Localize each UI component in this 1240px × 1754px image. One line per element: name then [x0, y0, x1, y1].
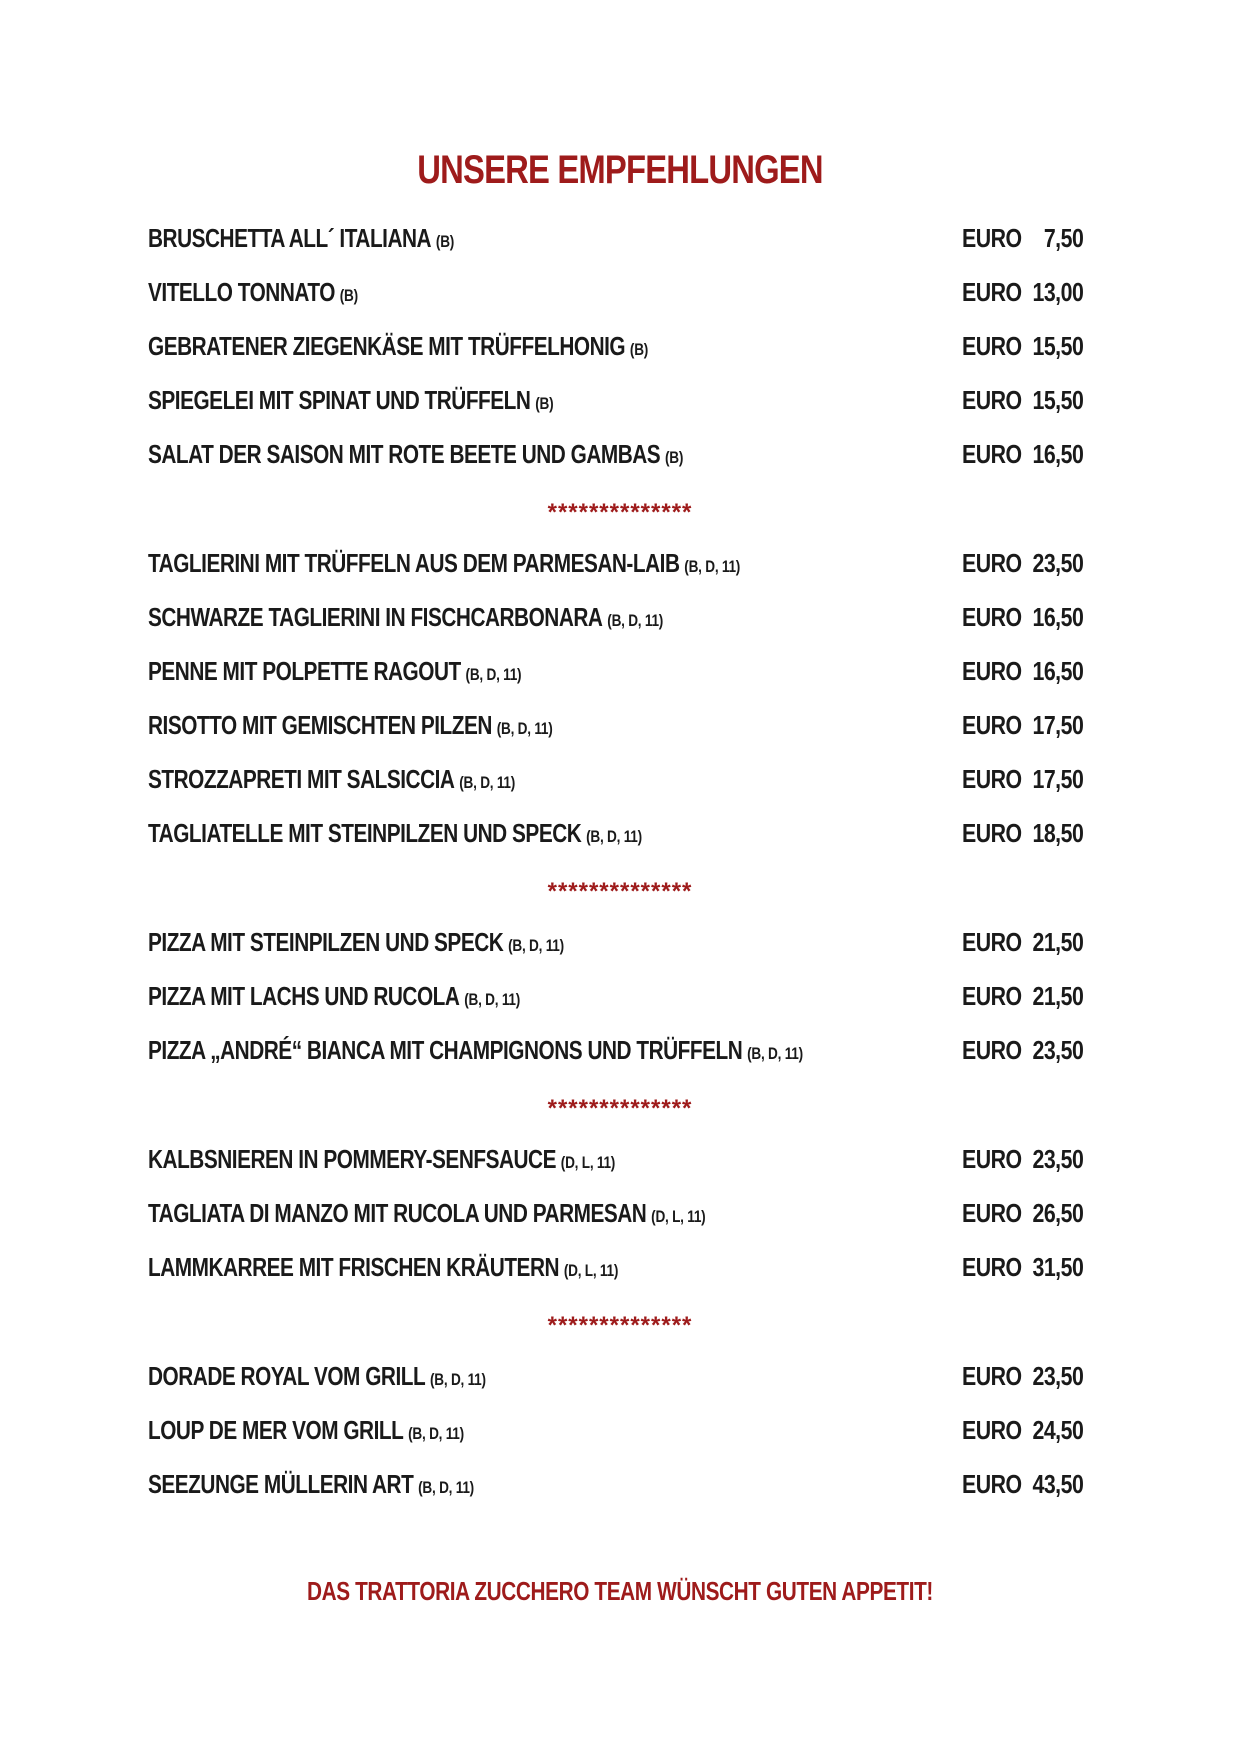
dish-price: EURO 17,50 — [962, 764, 1084, 794]
dish-name: PIZZA MIT LACHS UND RUCOLA (B, D, 11) — [148, 981, 521, 1011]
closing-message: DAS TRATTORIA ZUCCHERO TEAM WÜNSCHT GUTEN APPETIT! — [307, 1576, 933, 1606]
menu-item — [148, 331, 1088, 371]
menu-item — [148, 656, 1088, 696]
allergen-codes: (B) — [664, 448, 684, 467]
allergen-codes: (B, D, 11) — [418, 1478, 474, 1497]
allergen-codes: (B, D, 11) — [508, 936, 564, 955]
dish-price: EURO 15,50 — [962, 385, 1084, 415]
dish-price: EURO 7,50 — [962, 223, 1084, 253]
dish-name: STROZZAPRETI MIT SALSICCIA (B, D, 11) — [148, 764, 516, 794]
menu-item — [148, 981, 1088, 1021]
menu-item — [148, 1415, 1088, 1455]
menu-item — [148, 1469, 1088, 1509]
dish-price: EURO 13,00 — [962, 277, 1084, 307]
dish-price: EURO 21,50 — [962, 981, 1084, 1011]
dish-price: EURO 16,50 — [962, 656, 1084, 686]
menu-item — [148, 818, 1088, 858]
allergen-codes: (B, D, 11) — [496, 719, 553, 738]
allergen-codes: (B, D, 11) — [747, 1044, 803, 1063]
allergen-codes: (B) — [629, 340, 649, 359]
dish-name: GEBRATENER ZIEGENKÄSE MIT TRÜFFELHONIG (B) — [148, 331, 649, 361]
menu-item — [148, 223, 1088, 263]
menu-item — [148, 1035, 1088, 1075]
dish-name: KALBSNIEREN IN POMMERY-SENFSAUCE (D, L, 11) — [148, 1144, 616, 1174]
section-separator: ************** — [547, 878, 693, 905]
allergen-codes: (B, D, 11) — [408, 1424, 464, 1443]
dish-name: TAGLIATA DI MANZO MIT RUCOLA UND PARMESAN (D, L, 11) — [148, 1198, 706, 1228]
dish-price: EURO 23,50 — [962, 1361, 1084, 1391]
dish-price: EURO 18,50 — [962, 818, 1084, 848]
menu-item — [148, 710, 1088, 750]
menu-item — [148, 1252, 1088, 1292]
allergen-codes: (B) — [435, 232, 455, 251]
menu-item — [148, 927, 1088, 967]
menu-item — [148, 764, 1088, 804]
allergen-codes: (B, D, 11) — [607, 611, 664, 630]
dish-name: BRUSCHETTA ALL´ ITALIANA (B) — [148, 223, 455, 253]
menu-item — [148, 1144, 1088, 1184]
menu-item — [148, 439, 1088, 479]
menu-item — [148, 277, 1088, 317]
dish-name: SALAT DER SAISON MIT ROTE BEETE UND GAMBAS (B) — [148, 439, 684, 469]
menu-item — [148, 385, 1088, 425]
dish-price: EURO 24,50 — [962, 1415, 1084, 1445]
dish-name: PENNE MIT POLPETTE RAGOUT (B, D, 11) — [148, 656, 522, 686]
dish-name: TAGLIATELLE MIT STEINPILZEN UND SPECK (B, D, 11) — [148, 818, 642, 848]
allergen-codes: (B, D, 11) — [586, 827, 642, 846]
dish-name: DORADE ROYAL VOM GRILL (B, D, 11) — [148, 1361, 486, 1391]
dish-name: PIZZA „ANDRÉ“ BIANCA MIT CHAMPIGNONS UND TRÜFFELN (B, D, 11) — [148, 1035, 803, 1065]
allergen-codes: (B) — [535, 394, 554, 413]
dish-name: SEEZUNGE MÜLLERIN ART (B, D, 11) — [148, 1469, 474, 1499]
dish-price: EURO 16,50 — [962, 439, 1084, 469]
menu-item — [148, 1198, 1088, 1238]
section-separator: ************** — [547, 1095, 693, 1122]
allergen-codes: (B, D, 11) — [465, 665, 522, 684]
dish-price: EURO 17,50 — [962, 710, 1084, 740]
dish-price: EURO 31,50 — [962, 1252, 1084, 1282]
menu-item — [148, 548, 1088, 588]
dish-name: LAMMKARREE MIT FRISCHEN KRÄUTERN (D, L, 11) — [148, 1252, 619, 1282]
allergen-codes: (D, L, 11) — [560, 1153, 616, 1172]
dish-name: PIZZA MIT STEINPILZEN UND SPECK (B, D, 11) — [148, 927, 564, 957]
section-separator: ************** — [547, 1312, 693, 1339]
allergen-codes: (B) — [339, 286, 358, 305]
dish-name: SPIEGELEI MIT SPINAT UND TRÜFFELN (B) — [148, 385, 554, 415]
dish-name: TAGLIERINI MIT TRÜFFELN AUS DEM PARMESAN-LAIB (B, D, 11) — [148, 548, 741, 578]
menu-title: UNSERE EMPFEHLUNGEN — [417, 148, 823, 192]
dish-price: EURO 43,50 — [962, 1469, 1084, 1499]
menu-item — [148, 1361, 1088, 1401]
dish-price: EURO 21,50 — [962, 927, 1084, 957]
allergen-codes: (B, D, 11) — [430, 1370, 486, 1389]
dish-name: RISOTTO MIT GEMISCHTEN PILZEN (B, D, 11) — [148, 710, 553, 740]
dish-price: EURO 23,50 — [962, 1035, 1084, 1065]
dish-name: LOUP DE MER VOM GRILL (B, D, 11) — [148, 1415, 464, 1445]
dish-price: EURO 26,50 — [962, 1198, 1084, 1228]
allergen-codes: (B, D, 11) — [464, 990, 521, 1009]
dish-price: EURO 15,50 — [962, 331, 1084, 361]
section-separator: ************** — [547, 499, 693, 526]
dish-price: EURO 23,50 — [962, 548, 1084, 578]
dish-name: VITELLO TONNATO (B) — [148, 277, 358, 307]
allergen-codes: (B, D, 11) — [459, 773, 516, 792]
allergen-codes: (D, L, 11) — [563, 1261, 619, 1280]
menu-item — [148, 602, 1088, 642]
allergen-codes: (D, L, 11) — [651, 1207, 706, 1226]
dish-price: EURO 23,50 — [962, 1144, 1084, 1174]
allergen-codes: (B, D, 11) — [684, 557, 741, 576]
dish-name: SCHWARZE TAGLIERINI IN FISCHCARBONARA (B, D, 11) — [148, 602, 664, 632]
dish-price: EURO 16,50 — [962, 602, 1084, 632]
